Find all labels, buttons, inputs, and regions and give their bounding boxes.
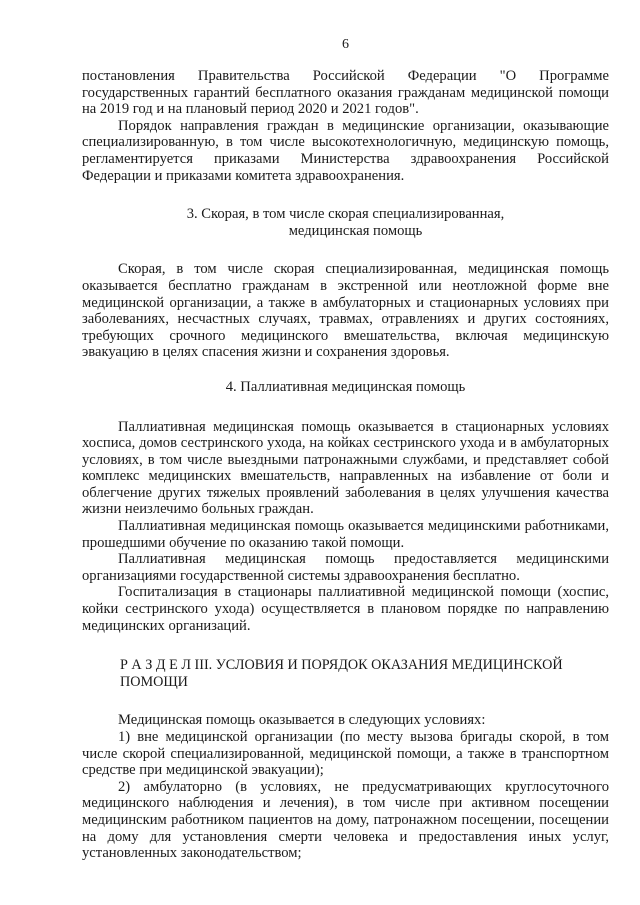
page-number: 6 — [342, 37, 349, 52]
document-page — [82, 36, 609, 862]
razdel-3-paragraph-3: 2) амбулаторно (в условиях, не предусматривающих круглосуточного медицинского наблюдения и лечения), в том числе при активном посещении медицинским работником пациентов на дому, патронажном посещении, посещении на дому для установления смерти человека и предоставления иных услуг, установленных законодательством; — [82, 778, 609, 862]
razdel-3-heading: Р А З Д Е Л III. УСЛОВИЯ И ПОРЯДОК ОКАЗАНИЯ МЕДИЦИНСКОЙ ПОМОЩИ — [120, 657, 563, 690]
section-3-title-line-1: 3. Скорая, в том числе скорая специализированная, — [186, 206, 505, 223]
section-4-heading: 4. Паллиативная медицинская помощь — [225, 378, 466, 395]
section-3-paragraph-1: Скорая, в том числе скорая специализированная, медицинская помощь оказывается бесплатно гражданам в экстренной или неотложной форме вне медицинской организации, а также в амбулаторных и стационарных условиях при заболеваниях, несчастных случаях, травмах, отравлениях и других состояниях, требующих срочного медицинского вмешательства, включая медицинскую эвакуацию в целях спасения жизни и сохранения здоровья. — [82, 261, 609, 361]
section-3-heading — [82, 206, 609, 239]
intro-paragraph-1: постановления Правительства Российской Федерации "О Программе государственных гарантий бесплатного оказания гражданам медицинской помощи на 2019 год и на плановый период 2020 и 2021 годов". — [82, 68, 609, 118]
section-4-paragraph-1: Паллиативная медицинская помощь оказывается в стационарных условиях хосписа, домов сестринского ухода, на койках сестринского ухода и в амбулаторных условиях, в том числе выездными патронажными службами, и представляет собой комплекс медицинских вмешательств, направленных на избавление от боли и облегчение других тяжелых проявлений заболевания в целях улучшения качества жизни неизлечимо больных граждан. — [82, 418, 609, 518]
section-4-paragraph-3: Паллиативная медицинская помощь предоставляется медицинскими организациями государственной системы здравоохранения бесплатно. — [82, 551, 609, 584]
section-3-title-line-2: медицинская помощь — [288, 222, 423, 239]
intro-paragraph-2: Порядок направления граждан в медицинские организации, оказывающие специализированную, в том числе высокотехнологичную, медицинскую помощь, регламентируется приказами Министерства здравоохранения Российской Федерации и приказами комитета здравоохранения. — [82, 117, 609, 184]
section-4-paragraph-2: Паллиативная медицинская помощь оказывается медицинскими работниками, прошедшими обучение по оказанию такой помощи. — [82, 518, 609, 551]
section-4-paragraph-4: Госпитализация в стационары паллиативной медицинской помощи (хоспис, койки сестринского ухода) осуществляется в плановом порядке по направлению медицинских организаций. — [82, 584, 609, 634]
razdel-3-paragraph-2: 1) вне медицинской организации (по месту вызова бригады скорой, в том числе скорой специализированной, медицинской помощи, а также в транспортном средстве при медицинской эвакуации); — [82, 729, 609, 779]
razdel-3-paragraph-1: Медицинская помощь оказывается в следующих условиях: — [118, 712, 486, 729]
